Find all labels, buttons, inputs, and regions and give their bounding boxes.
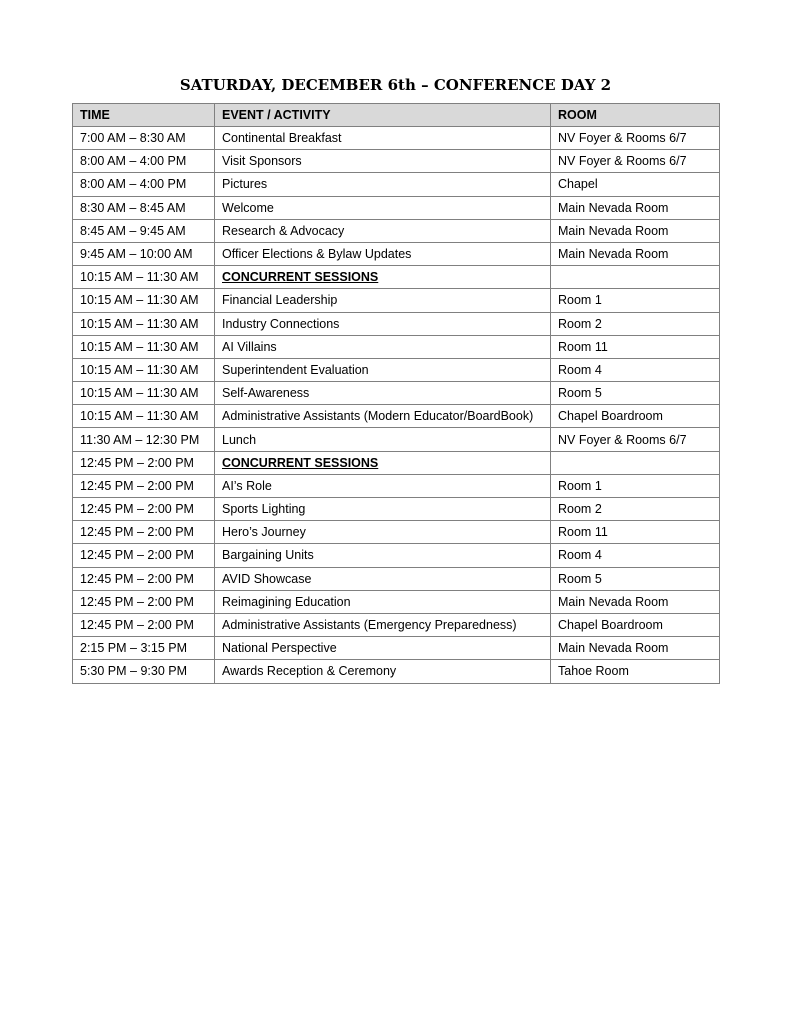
header-time: TIME — [73, 104, 215, 127]
cell-event: Administrative Assistants (Emergency Preparedness) — [215, 613, 551, 636]
cell-time: 10:15 AM – 11:30 AM — [73, 312, 215, 335]
table-row — [73, 173, 720, 196]
cell-room: Chapel Boardroom — [551, 405, 720, 428]
cell-time: 10:15 AM – 11:30 AM — [73, 405, 215, 428]
table-row — [73, 451, 720, 474]
cell-time: 7:00 AM – 8:30 AM — [73, 127, 215, 150]
cell-event: Self-Awareness — [215, 382, 551, 405]
table-row — [73, 382, 720, 405]
cell-room: Main Nevada Room — [551, 219, 720, 242]
cell-room: Room 2 — [551, 498, 720, 521]
table-row — [73, 660, 720, 683]
table-row — [73, 335, 720, 358]
cell-time: 8:30 AM – 8:45 AM — [73, 196, 215, 219]
cell-time: 12:45 PM – 2:00 PM — [73, 521, 215, 544]
table-row — [73, 312, 720, 335]
cell-event — [215, 451, 551, 474]
cell-event: Superintendent Evaluation — [215, 358, 551, 381]
cell-event: Hero’s Journey — [215, 521, 551, 544]
cell-room: Room 11 — [551, 521, 720, 544]
cell-time: 12:45 PM – 2:00 PM — [73, 451, 215, 474]
cell-time: 5:30 PM – 9:30 PM — [73, 660, 215, 683]
cell-room: Main Nevada Room — [551, 590, 720, 613]
cell-time: 12:45 PM – 2:00 PM — [73, 590, 215, 613]
table-row — [73, 637, 720, 660]
table-header-row — [73, 104, 720, 127]
cell-room: Chapel Boardroom — [551, 613, 720, 636]
cell-room: Room 4 — [551, 358, 720, 381]
cell-event: Welcome — [215, 196, 551, 219]
cell-room: Room 5 — [551, 567, 720, 590]
cell-event: Pictures — [215, 173, 551, 196]
table-row — [73, 219, 720, 242]
cell-room: Room 2 — [551, 312, 720, 335]
cell-time: 2:15 PM – 3:15 PM — [73, 637, 215, 660]
cell-room: NV Foyer & Rooms 6/7 — [551, 150, 720, 173]
cell-time: 12:45 PM – 2:00 PM — [73, 498, 215, 521]
table-row — [73, 498, 720, 521]
cell-time: 8:00 AM – 4:00 PM — [73, 150, 215, 173]
table-row — [73, 405, 720, 428]
table-row — [73, 289, 720, 312]
cell-time: 9:45 AM – 10:00 AM — [73, 242, 215, 265]
schedule-body — [73, 127, 720, 684]
cell-event: AVID Showcase — [215, 567, 551, 590]
cell-time: 12:45 PM – 2:00 PM — [73, 474, 215, 497]
cell-time: 8:45 AM – 9:45 AM — [73, 219, 215, 242]
table-row — [73, 544, 720, 567]
cell-event — [215, 266, 551, 289]
table-row — [73, 474, 720, 497]
table-row — [73, 127, 720, 150]
cell-room: Room 1 — [551, 474, 720, 497]
cell-event: AI Villains — [215, 335, 551, 358]
table-row — [73, 567, 720, 590]
cell-event: Lunch — [215, 428, 551, 451]
table-row — [73, 266, 720, 289]
cell-event: Industry Connections — [215, 312, 551, 335]
cell-event: Continental Breakfast — [215, 127, 551, 150]
cell-time: 10:15 AM – 11:30 AM — [73, 289, 215, 312]
schedule-table — [72, 103, 720, 684]
header-room: ROOM — [551, 104, 720, 127]
cell-time: 10:15 AM – 11:30 AM — [73, 266, 215, 289]
cell-time: 12:45 PM – 2:00 PM — [73, 613, 215, 636]
cell-room: Room 11 — [551, 335, 720, 358]
cell-time: 11:30 AM – 12:30 PM — [73, 428, 215, 451]
cell-event: Administrative Assistants (Modern Educator/BoardBook) — [215, 405, 551, 428]
table-row — [73, 358, 720, 381]
table-row — [73, 521, 720, 544]
cell-room: NV Foyer & Rooms 6/7 — [551, 428, 720, 451]
cell-room: Room 5 — [551, 382, 720, 405]
table-row — [73, 150, 720, 173]
cell-time: 10:15 AM – 11:30 AM — [73, 335, 215, 358]
cell-event: Visit Sponsors — [215, 150, 551, 173]
page-title: SATURDAY, DECEMBER 6th – CONFERENCE DAY 2 — [179, 76, 612, 94]
cell-room: Main Nevada Room — [551, 637, 720, 660]
cell-event: Research & Advocacy — [215, 219, 551, 242]
cell-room: Tahoe Room — [551, 660, 720, 683]
cell-event: Officer Elections & Bylaw Updates — [215, 242, 551, 265]
header-event: EVENT / ACTIVITY — [215, 104, 551, 127]
cell-time: 10:15 AM – 11:30 AM — [73, 358, 215, 381]
table-row — [73, 242, 720, 265]
cell-room: Room 4 — [551, 544, 720, 567]
cell-event: Bargaining Units — [215, 544, 551, 567]
cell-event: Sports Lighting — [215, 498, 551, 521]
cell-event: National Perspective — [215, 637, 551, 660]
cell-room: Main Nevada Room — [551, 242, 720, 265]
cell-room: Main Nevada Room — [551, 196, 720, 219]
cell-time: 12:45 PM – 2:00 PM — [73, 567, 215, 590]
cell-event: Reimagining Education — [215, 590, 551, 613]
cell-event: AI’s Role — [215, 474, 551, 497]
cell-room: NV Foyer & Rooms 6/7 — [551, 127, 720, 150]
cell-time: 10:15 AM – 11:30 AM — [73, 382, 215, 405]
cell-room — [551, 266, 720, 289]
cell-event: Financial Leadership — [215, 289, 551, 312]
session-heading: CONCURRENT SESSIONS — [222, 270, 379, 285]
cell-time: 12:45 PM – 2:00 PM — [73, 544, 215, 567]
cell-room — [551, 451, 720, 474]
table-row — [73, 196, 720, 219]
table-row — [73, 613, 720, 636]
table-row — [73, 428, 720, 451]
table-row — [73, 590, 720, 613]
cell-time: 8:00 AM – 4:00 PM — [73, 173, 215, 196]
cell-room: Room 1 — [551, 289, 720, 312]
session-heading: CONCURRENT SESSIONS — [222, 455, 379, 470]
cell-room: Chapel — [551, 173, 720, 196]
cell-event: Awards Reception & Ceremony — [215, 660, 551, 683]
